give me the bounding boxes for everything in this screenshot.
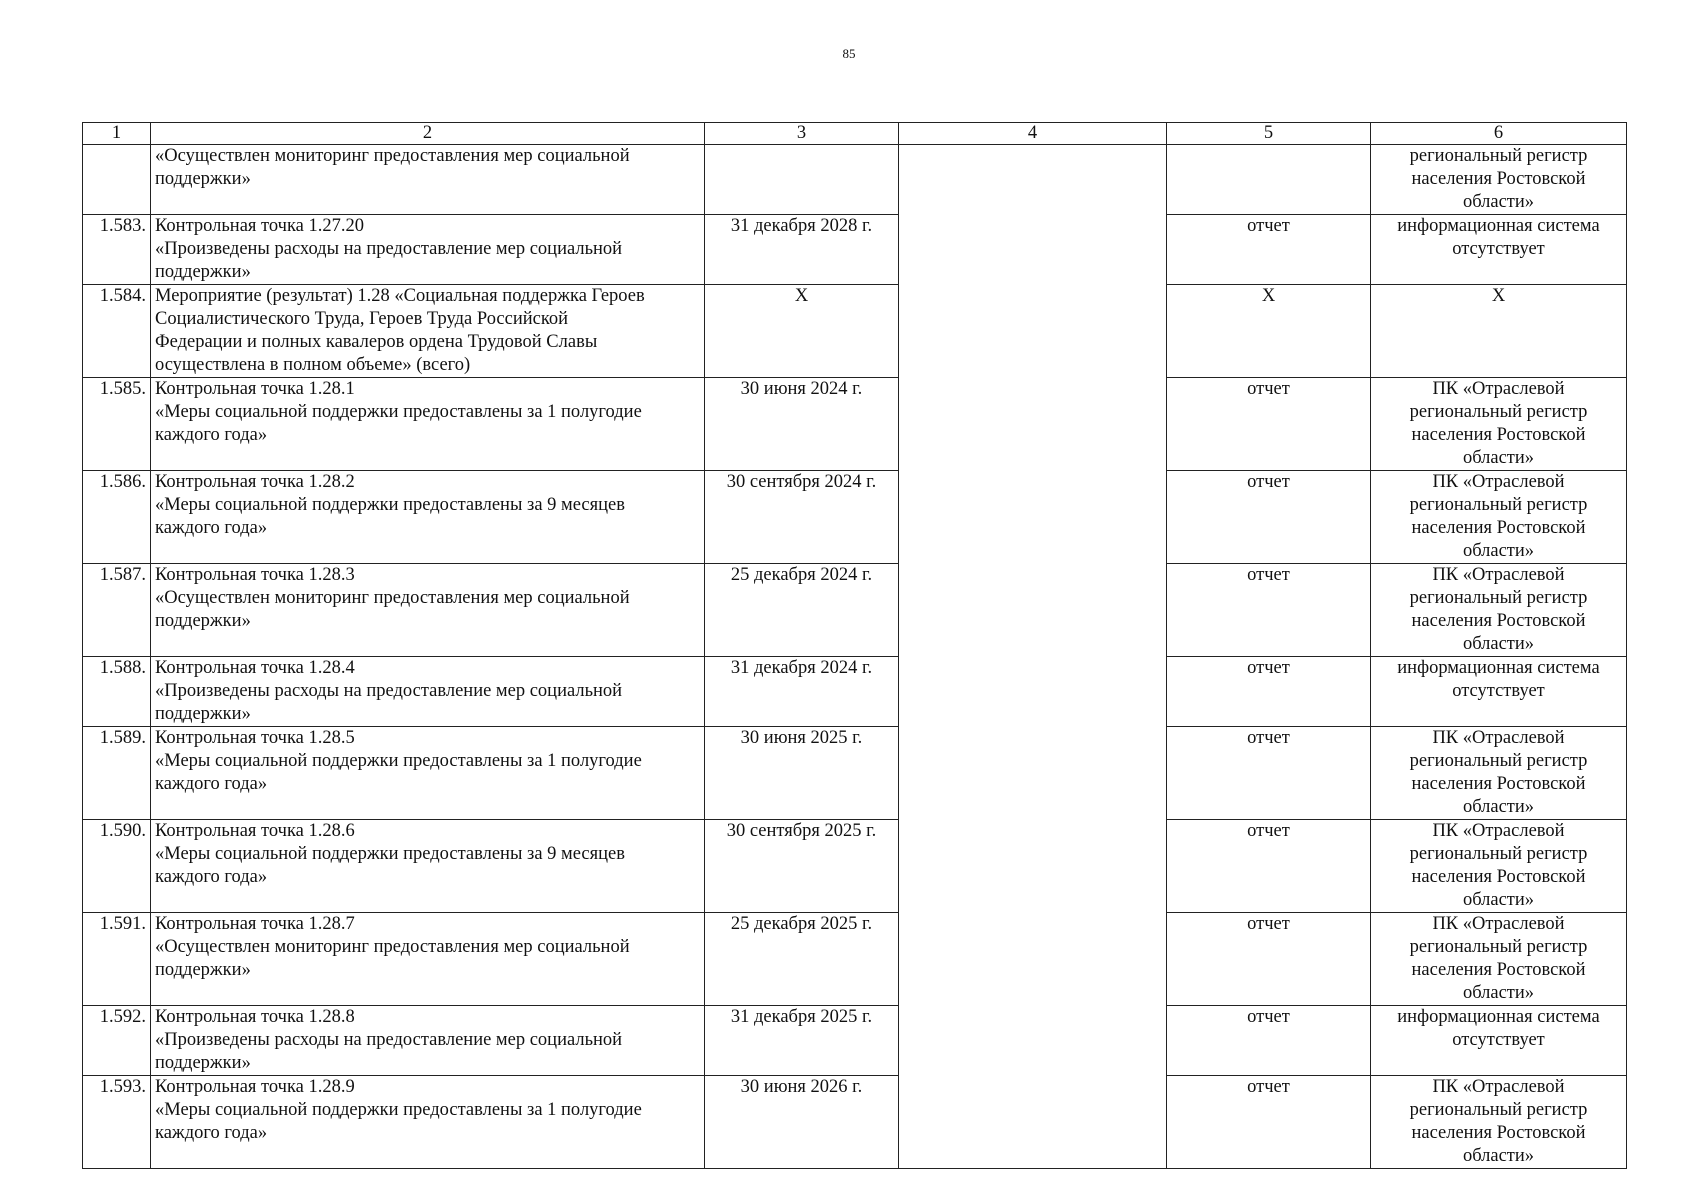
information-system-line: ПК «Отраслевой (1432, 565, 1565, 585)
information-system-line: региональный регистр (1409, 844, 1588, 864)
row-information-system (1371, 285, 1627, 378)
description-line: каждого года» (155, 1123, 268, 1143)
information-system-line: населения Ростовской (1411, 960, 1586, 980)
information-system-line: отсутствует (1452, 681, 1545, 701)
row-information-system (1371, 564, 1627, 657)
information-system-line: населения Ростовской (1411, 774, 1586, 794)
row-number: 1.587. (83, 564, 151, 657)
row-date: 31 декабря 2024 г. (705, 657, 899, 727)
row-information-system (1371, 378, 1627, 471)
row-document-type: отчет (1167, 820, 1371, 913)
table-body (83, 145, 1627, 1169)
table-row (83, 471, 1627, 564)
header-row (83, 123, 1627, 145)
description-line: каждого года» (155, 867, 268, 887)
description-line: Контрольная точка 1.28.1 (155, 379, 355, 399)
row-date: 30 июня 2026 г. (705, 1076, 899, 1169)
row-description (151, 1006, 705, 1076)
description-line: поддержки» (155, 169, 251, 189)
row-information-system (1371, 657, 1627, 727)
description-line: поддержки» (155, 611, 251, 631)
information-system-line: области» (1462, 1146, 1535, 1166)
row-information-system (1371, 820, 1627, 913)
description-line: «Меры социальной поддержки предоставлены за 1 полугодие (155, 751, 642, 771)
description-line: Контрольная точка 1.28.9 (155, 1077, 355, 1097)
information-system-line: области» (1462, 983, 1535, 1003)
description-line: «Осуществлен мониторинг предоставления мер социальной (155, 588, 630, 608)
description-line: Федерации и полных кавалеров ордена Трудовой Славы (155, 332, 598, 352)
information-system-line: населения Ростовской (1411, 518, 1586, 538)
row-date: 25 декабря 2024 г. (705, 564, 899, 657)
row-date: 31 декабря 2028 г. (705, 215, 899, 285)
description-line: «Меры социальной поддержки предоставлены за 1 полугодие (155, 1100, 642, 1120)
row-date (705, 145, 899, 215)
information-system-line: отсутствует (1452, 239, 1545, 259)
description-line: каждого года» (155, 518, 268, 538)
header-col-1: 1 (83, 123, 151, 145)
document-table (82, 122, 1627, 1169)
row-description (151, 378, 705, 471)
row-information-system (1371, 145, 1627, 215)
row-description (151, 471, 705, 564)
row-number: 1.589. (83, 727, 151, 820)
row-information-system (1371, 215, 1627, 285)
row-information-system (1371, 913, 1627, 1006)
row-date: Х (705, 285, 899, 378)
table-row (83, 285, 1627, 378)
row-date: 30 июня 2024 г. (705, 378, 899, 471)
information-system-line: региональный регистр (1409, 1100, 1588, 1120)
row-number: 1.588. (83, 657, 151, 727)
row-document-type: отчет (1167, 471, 1371, 564)
information-system-line: региональный регистр (1409, 588, 1588, 608)
information-system-line: области» (1462, 541, 1535, 561)
row-number: 1.593. (83, 1076, 151, 1169)
header-col-5: 5 (1167, 123, 1371, 145)
row-number: 1.591. (83, 913, 151, 1006)
row-document-type: отчет (1167, 1006, 1371, 1076)
table-header (83, 123, 1627, 145)
page-number: 85 (842, 46, 856, 61)
row-description (151, 215, 705, 285)
information-system-line: ПК «Отраслевой (1432, 472, 1565, 492)
row-information-system (1371, 471, 1627, 564)
information-system-line: населения Ростовской (1411, 1123, 1586, 1143)
description-line: «Меры социальной поддержки предоставлены за 9 месяцев (155, 495, 625, 515)
row-date: 30 июня 2025 г. (705, 727, 899, 820)
table-row (83, 564, 1627, 657)
row-description (151, 564, 705, 657)
information-system-line: региональный регистр (1409, 751, 1588, 771)
row-description (151, 820, 705, 913)
row-number (83, 145, 151, 215)
description-line: «Произведены расходы на предоставление мер социальной (155, 239, 623, 259)
information-system-line: Х (1491, 286, 1506, 306)
table-row (83, 378, 1627, 471)
row-number: 1.585. (83, 378, 151, 471)
row-document-type: отчет (1167, 564, 1371, 657)
table-row (83, 727, 1627, 820)
description-line: «Осуществлен мониторинг предоставления мер социальной (155, 146, 630, 166)
description-line: «Меры социальной поддержки предоставлены за 1 полугодие (155, 402, 642, 422)
description-line: поддержки» (155, 1053, 251, 1073)
column-4-merged-cell (899, 145, 1167, 1169)
row-document-type: отчет (1167, 657, 1371, 727)
information-system-line: региональный регистр (1409, 495, 1588, 515)
row-number: 1.592. (83, 1006, 151, 1076)
information-system-line: отсутствует (1452, 1030, 1545, 1050)
information-system-line: информационная система (1397, 1007, 1600, 1027)
row-document-type: отчет (1167, 378, 1371, 471)
description-line: Контрольная точка 1.28.8 (155, 1007, 355, 1027)
information-system-line: информационная система (1397, 216, 1600, 236)
information-system-line: населения Ростовской (1411, 611, 1586, 631)
information-system-line: ПК «Отраслевой (1432, 728, 1565, 748)
description-line: Контрольная точка 1.28.3 (155, 565, 355, 585)
row-document-type: отчет (1167, 1076, 1371, 1169)
row-document-type: отчет (1167, 215, 1371, 285)
table-row (83, 1076, 1627, 1169)
row-date: 25 декабря 2025 г. (705, 913, 899, 1006)
description-line: Контрольная точка 1.28.2 (155, 472, 355, 492)
information-system-line: населения Ростовской (1411, 867, 1586, 887)
description-line: Контрольная точка 1.28.7 (155, 914, 355, 934)
information-system-line: области» (1462, 192, 1535, 212)
header-col-6: 6 (1371, 123, 1627, 145)
table-row (83, 820, 1627, 913)
description-line: «Произведены расходы на предоставление мер социальной (155, 681, 623, 701)
table-row (83, 215, 1627, 285)
row-number: 1.590. (83, 820, 151, 913)
information-system-line: ПК «Отраслевой (1432, 821, 1565, 841)
row-description (151, 1076, 705, 1169)
description-line: «Меры социальной поддержки предоставлены за 9 месяцев (155, 844, 625, 864)
row-information-system (1371, 1076, 1627, 1169)
information-system-line: информационная система (1397, 658, 1600, 678)
description-line: каждого года» (155, 425, 268, 445)
description-line: Мероприятие (результат) 1.28 «Социальная поддержка Героев (155, 286, 645, 306)
description-line: каждого года» (155, 774, 268, 794)
row-date: 30 сентября 2025 г. (705, 820, 899, 913)
row-number: 1.586. (83, 471, 151, 564)
row-information-system (1371, 727, 1627, 820)
row-document-type (1167, 145, 1371, 215)
header-col-3: 3 (705, 123, 899, 145)
description-line: поддержки» (155, 704, 251, 724)
row-document-type: Х (1167, 285, 1371, 378)
information-system-line: региональный регистр (1409, 146, 1588, 166)
description-line: «Осуществлен мониторинг предоставления мер социальной (155, 937, 630, 957)
row-description (151, 913, 705, 1006)
information-system-line: населения Ростовской (1411, 425, 1586, 445)
table-row (83, 1006, 1627, 1076)
row-information-system (1371, 1006, 1627, 1076)
information-system-line: региональный регистр (1409, 402, 1588, 422)
table-row (83, 657, 1627, 727)
description-line: «Произведены расходы на предоставление мер социальной (155, 1030, 623, 1050)
header-col-4: 4 (899, 123, 1167, 145)
description-line: поддержки» (155, 262, 251, 282)
information-system-line: региональный регистр (1409, 937, 1588, 957)
header-col-2: 2 (151, 123, 705, 145)
row-description (151, 285, 705, 378)
information-system-line: области» (1462, 634, 1535, 654)
description-line: Контрольная точка 1.27.20 (155, 216, 365, 236)
row-date: 31 декабря 2025 г. (705, 1006, 899, 1076)
description-line: Социалистического Труда, Героев Труда Российской (155, 309, 569, 329)
row-number: 1.583. (83, 215, 151, 285)
row-number: 1.584. (83, 285, 151, 378)
row-date: 30 сентября 2024 г. (705, 471, 899, 564)
row-document-type: отчет (1167, 913, 1371, 1006)
description-line: осуществлена в полном объеме» (всего) (155, 355, 471, 375)
row-description (151, 657, 705, 727)
table-row (83, 145, 1627, 215)
information-system-line: населения Ростовской (1411, 169, 1586, 189)
description-line: поддержки» (155, 960, 251, 980)
information-system-line: области» (1462, 890, 1535, 910)
information-system-line: области» (1462, 797, 1535, 817)
table-row (83, 913, 1627, 1006)
information-system-line: ПК «Отраслевой (1432, 1077, 1565, 1097)
description-line: Контрольная точка 1.28.5 (155, 728, 355, 748)
information-system-line: ПК «Отраслевой (1432, 914, 1565, 934)
row-description (151, 727, 705, 820)
row-description (151, 145, 705, 215)
information-system-line: области» (1462, 448, 1535, 468)
information-system-line: ПК «Отраслевой (1432, 379, 1565, 399)
description-line: Контрольная точка 1.28.6 (155, 821, 355, 841)
row-document-type: отчет (1167, 727, 1371, 820)
description-line: Контрольная точка 1.28.4 (155, 658, 355, 678)
